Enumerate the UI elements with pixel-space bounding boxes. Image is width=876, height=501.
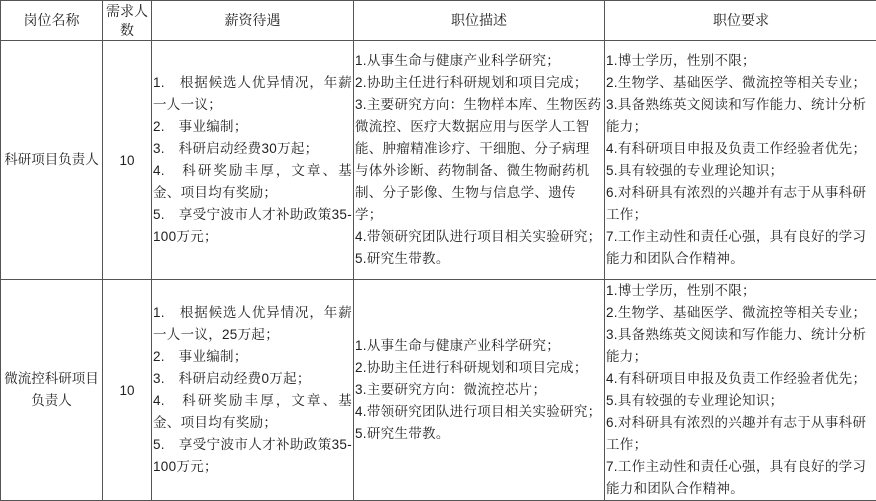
requirements-item: 3.具备熟练英文阅读和写作能力、统计分析能力； <box>606 94 876 138</box>
description-item: 5.研究生带教。 <box>355 248 603 270</box>
requirements-item: 4.有科研项目申报及负责工作经验者优先； <box>606 368 876 390</box>
count-cell <box>103 280 152 501</box>
requirements-item: 2.生物学、基础医学、微流控等相关专业； <box>606 302 876 324</box>
position-name: 科研项目负责人 <box>4 152 99 167</box>
header-description: 职位描述 <box>354 1 605 41</box>
requirements-cell <box>605 41 876 280</box>
headcount: 10 <box>119 153 134 168</box>
requirements-cell <box>605 280 876 501</box>
position-cell <box>1 41 103 280</box>
salary-item: 5. 享受宁波市人才补助政策35-100万元； <box>153 204 352 248</box>
salary-item: 3. 科研启动经费30万起； <box>153 138 352 160</box>
requirements-item: 5.具有较强的专业理论知识； <box>606 160 876 182</box>
count-cell <box>103 41 152 280</box>
description-item: 2.协助主任进行科研规划和项目完成； <box>355 72 603 94</box>
description-item: 5.研究生带教。 <box>355 423 603 445</box>
requirements-item: 6.对科研具有浓烈的兴趣并有志于从事科研工作； <box>606 182 876 226</box>
position-name: 微流控科研项目负责人 <box>4 371 99 408</box>
requirements-item: 3.具备熟练英文阅读和写作能力、统计分析能力； <box>606 324 876 368</box>
description-item: 2.协助主任进行科研规划和项目完成； <box>355 357 603 379</box>
header-count: 需求人数 <box>103 1 152 41</box>
salary-item: 3. 科研启动经费0万起； <box>153 368 352 390</box>
description-item: 1.从事生命与健康产业科学研究； <box>355 335 603 357</box>
description-item: 4.带领研究团队进行项目相关实验研究； <box>355 401 603 423</box>
description-cell <box>354 41 605 280</box>
position-cell <box>1 280 103 501</box>
table-row <box>1 41 876 280</box>
requirements-item: 7.工作主动性和责任心强，具有良好的学习能力和团队合作精神。 <box>606 226 876 270</box>
requirements-item: 5.具有较强的专业理论知识； <box>606 390 876 412</box>
headcount: 10 <box>119 383 134 398</box>
salary-cell <box>152 280 354 501</box>
salary-item: 4. 科研奖励丰厚，文章、基金、项目均有奖励； <box>153 160 352 204</box>
salary-cell <box>152 41 354 280</box>
requirements-item: 2.生物学、基础医学、微流控等相关专业； <box>606 72 876 94</box>
salary-item: 4. 科研奖励丰厚，文章、基金、项目均有奖励； <box>153 390 352 434</box>
salary-item: 5. 享受宁波市人才补助政策35-100万元； <box>153 434 352 478</box>
requirements-item: 1.博士学历，性别不限； <box>606 50 876 72</box>
requirements-item: 7.工作主动性和责任心强，具有良好的学习能力和团队合作精神。 <box>606 456 876 500</box>
description-item: 3.主要研究方向：生物样本库、生物医药微流控、医疗大数据应用与医学人工智能、肿瘤精准诊疗、干细胞、分子病理与体外诊断、药物制备、微生物耐药机制、分子影像、生物与信息学、遗传学； <box>355 94 603 226</box>
description-cell <box>354 280 605 501</box>
salary-item: 2. 事业编制； <box>153 346 352 368</box>
requirements-item: 6.对科研具有浓烈的兴趣并有志于从事科研工作； <box>606 412 876 456</box>
salary-item: 2. 事业编制； <box>153 116 352 138</box>
salary-item: 1. 根据候选人优异情况，年薪一人一议； <box>153 72 352 116</box>
header-row <box>1 1 876 41</box>
header-requirements: 职位要求 <box>605 1 876 41</box>
requirements-item: 4.有科研项目申报及负责工作经验者优先； <box>606 138 876 160</box>
header-salary: 薪资待遇 <box>152 1 354 41</box>
description-item: 3.主要研究方向：微流控芯片； <box>355 379 603 401</box>
requirements-item: 1.博士学历，性别不限； <box>606 280 876 302</box>
table-row <box>1 280 876 501</box>
description-item: 1.从事生命与健康产业科学研究； <box>355 50 603 72</box>
header-position: 岗位名称 <box>1 1 103 41</box>
salary-item: 1. 根据候选人优异情况，年薪一人一议，25万起； <box>153 302 352 346</box>
description-item: 4.带领研究团队进行项目相关实验研究； <box>355 226 603 248</box>
